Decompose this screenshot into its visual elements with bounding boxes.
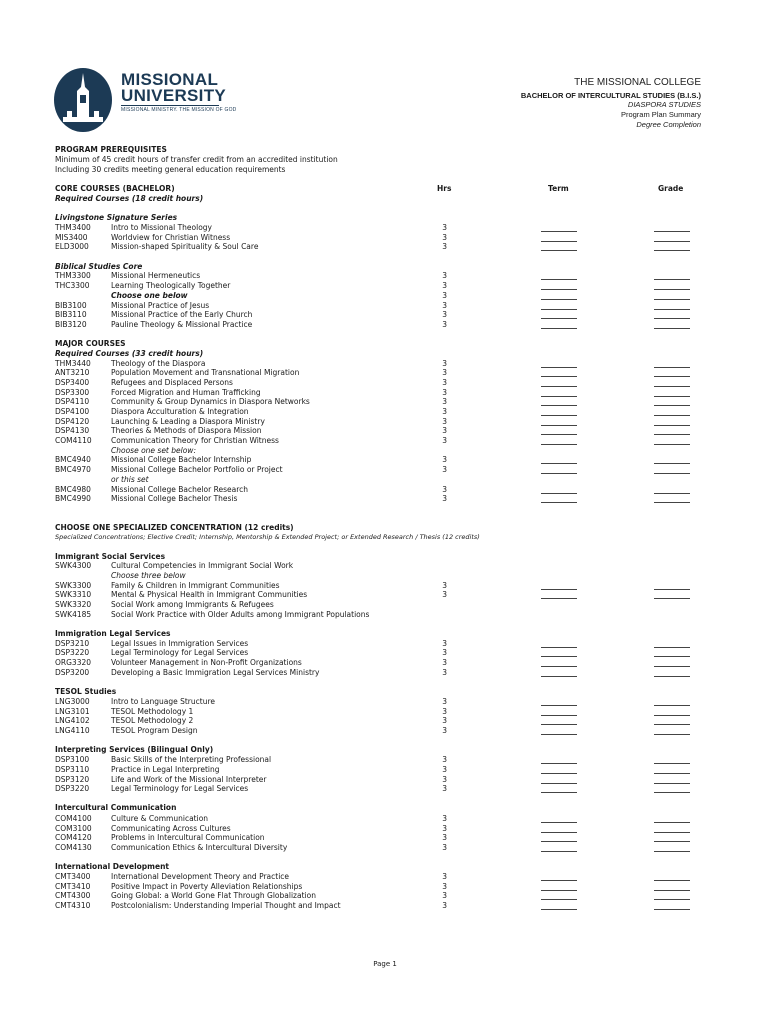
course-row bbox=[0, 494, 770, 503]
course-hrs: 3 bbox=[442, 436, 447, 445]
course-title: TESOL Methodology 2 bbox=[111, 716, 194, 725]
course-row bbox=[0, 882, 770, 891]
term-blank bbox=[541, 502, 577, 503]
section-intercultural: Intercultural Communication bbox=[55, 803, 177, 812]
core-title: CORE COURSES (BACHELOR) bbox=[55, 184, 175, 193]
course-code: BIB3100 bbox=[55, 301, 87, 310]
logo-tagline: MISSIONAL MINISTRY. THE MISSION OF GOD bbox=[121, 107, 237, 113]
course-hrs: 3 bbox=[442, 388, 447, 397]
section-biblical: Biblical Studies Core bbox=[55, 262, 143, 271]
course-hrs: 3 bbox=[442, 824, 447, 833]
grade-blank bbox=[654, 376, 690, 377]
grade-blank bbox=[654, 598, 690, 599]
column-term: Term bbox=[548, 184, 569, 193]
grade-blank bbox=[654, 734, 690, 735]
course-title: Missional College Bachelor Portfolio or Project bbox=[111, 465, 283, 474]
course-row bbox=[0, 707, 770, 716]
course-row bbox=[0, 475, 770, 484]
course-hrs: 3 bbox=[442, 833, 447, 842]
course-title: Diaspora Acculturation & Integration bbox=[111, 407, 249, 416]
course-code: DSP4100 bbox=[55, 407, 90, 416]
course-row bbox=[0, 291, 770, 300]
course-code: DSP3110 bbox=[55, 765, 90, 774]
course-hrs: 3 bbox=[442, 814, 447, 823]
course-code: BIB3110 bbox=[55, 310, 87, 319]
course-hrs: 3 bbox=[442, 494, 447, 503]
course-code: CMT3410 bbox=[55, 882, 91, 891]
term-blank bbox=[541, 676, 577, 677]
course-title: Communication Theory for Christian Witness bbox=[111, 436, 279, 445]
course-row bbox=[0, 378, 770, 387]
course-row bbox=[0, 436, 770, 445]
course-row bbox=[0, 223, 770, 232]
course-title: Theology of the Diaspora bbox=[111, 359, 206, 368]
course-hrs: 3 bbox=[442, 320, 447, 329]
course-row bbox=[0, 455, 770, 464]
grade-blank bbox=[654, 386, 690, 387]
course-hrs: 3 bbox=[442, 397, 447, 406]
term-blank bbox=[541, 773, 577, 774]
course-title: Missional Practice of Jesus bbox=[111, 301, 210, 310]
course-hrs: 3 bbox=[442, 378, 447, 387]
course-title: Going Global: a World Gone Flat Through Globalization bbox=[111, 891, 316, 900]
course-code: DSP3120 bbox=[55, 775, 90, 784]
grade-blank bbox=[654, 444, 690, 445]
course-code: THM3300 bbox=[55, 271, 91, 280]
course-code: BMC4970 bbox=[55, 465, 91, 474]
course-code: LNG3000 bbox=[55, 697, 90, 706]
course-title: Basic Skills of the Interpreting Professional bbox=[111, 755, 272, 764]
term-blank bbox=[541, 415, 577, 416]
course-row bbox=[0, 833, 770, 842]
page-number: Page 1 bbox=[373, 960, 397, 968]
course-row bbox=[0, 648, 770, 657]
course-row bbox=[0, 843, 770, 852]
grade-blank bbox=[654, 289, 690, 290]
course-row bbox=[0, 485, 770, 494]
program-name: DIASPORA STUDIES bbox=[627, 100, 701, 109]
term-blank bbox=[541, 444, 577, 445]
grade-blank bbox=[654, 909, 690, 910]
section-major-sub: Required Courses (33 credit hours) bbox=[55, 349, 204, 358]
grade-blank bbox=[654, 328, 690, 329]
course-row bbox=[0, 281, 770, 290]
course-title: Intro to Language Structure bbox=[111, 697, 215, 706]
course-hrs: 3 bbox=[442, 775, 447, 784]
course-row bbox=[0, 271, 770, 280]
course-hrs: 3 bbox=[442, 872, 447, 881]
course-title: Positive Impact in Poverty Alleviation Relationships bbox=[111, 882, 303, 891]
grade-blank bbox=[654, 792, 690, 793]
course-title: Problems in Intercultural Communication bbox=[111, 833, 265, 842]
course-code: COM4130 bbox=[55, 843, 92, 852]
term-blank bbox=[541, 909, 577, 910]
course-code: BMC4990 bbox=[55, 494, 91, 503]
course-hrs: 3 bbox=[442, 368, 447, 377]
term-blank bbox=[541, 473, 577, 474]
course-row bbox=[0, 814, 770, 823]
grade-blank bbox=[654, 724, 690, 725]
course-title: Choose one set below: bbox=[111, 446, 196, 455]
grade-blank bbox=[654, 676, 690, 677]
course-code: THM3440 bbox=[55, 359, 91, 368]
course-title: Communication Ethics & Intercultural Diversity bbox=[111, 843, 288, 852]
course-row bbox=[0, 310, 770, 319]
course-title: Postcolonialism: Understanding Imperial Thought and Impact bbox=[111, 901, 341, 910]
course-code: DSP3220 bbox=[55, 784, 90, 793]
course-code: ELD3000 bbox=[55, 242, 89, 251]
course-row bbox=[0, 716, 770, 725]
grade-blank bbox=[654, 415, 690, 416]
section-legal: Immigration Legal Services bbox=[55, 629, 171, 638]
course-code: DSP3220 bbox=[55, 648, 90, 657]
course-title: Communicating Across Cultures bbox=[111, 824, 231, 833]
plan-label: Program Plan Summary bbox=[620, 110, 701, 119]
course-hrs: 3 bbox=[442, 891, 447, 900]
course-code: DSP4120 bbox=[55, 417, 90, 426]
course-hrs: 3 bbox=[442, 465, 447, 474]
term-blank bbox=[541, 299, 577, 300]
course-title: Mental & Physical Health in Immigrant Communities bbox=[111, 590, 308, 599]
course-code: DSP3300 bbox=[55, 388, 90, 397]
term-blank bbox=[541, 279, 577, 280]
course-row bbox=[0, 233, 770, 242]
term-blank bbox=[541, 231, 577, 232]
term-blank bbox=[541, 656, 577, 657]
course-row bbox=[0, 368, 770, 377]
course-code: COM4120 bbox=[55, 833, 92, 842]
grade-blank bbox=[654, 463, 690, 464]
grade-blank bbox=[654, 299, 690, 300]
course-title: Culture & Communication bbox=[111, 814, 209, 823]
course-hrs: 3 bbox=[442, 784, 447, 793]
term-blank bbox=[541, 841, 577, 842]
prereq-title: PROGRAM PREREQUISITES bbox=[55, 145, 167, 154]
course-row bbox=[0, 726, 770, 735]
course-title: Life and Work of the Missional Interpreter bbox=[111, 775, 267, 784]
term-blank bbox=[541, 405, 577, 406]
logo-divider bbox=[121, 105, 219, 106]
course-row bbox=[0, 581, 770, 590]
course-code: LNG4102 bbox=[55, 716, 90, 725]
grade-blank bbox=[654, 656, 690, 657]
course-row bbox=[0, 320, 770, 329]
course-code: DSP3200 bbox=[55, 668, 90, 677]
course-hrs: 3 bbox=[442, 901, 447, 910]
course-hrs: 3 bbox=[442, 223, 447, 232]
completion-label: Degree Completion bbox=[636, 120, 701, 129]
course-code: SWK3300 bbox=[55, 581, 92, 590]
course-title: Missional College Bachelor Thesis bbox=[111, 494, 238, 503]
section-tesol: TESOL Studies bbox=[55, 687, 117, 696]
course-title: TESOL Program Design bbox=[111, 726, 198, 735]
course-row bbox=[0, 610, 770, 619]
grade-blank bbox=[654, 250, 690, 251]
course-code: SWK4185 bbox=[55, 610, 92, 619]
prereq-line1: Minimum of 45 credit hours of transfer credit from an accredited institution bbox=[55, 155, 338, 164]
course-code: SWK3320 bbox=[55, 600, 92, 609]
college-name: THE MISSIONAL COLLEGE bbox=[574, 77, 701, 88]
term-blank bbox=[541, 289, 577, 290]
course-hrs: 3 bbox=[442, 882, 447, 891]
core-subtitle: Required Courses (18 credit hours) bbox=[55, 194, 204, 203]
course-hrs: 3 bbox=[442, 455, 447, 464]
course-code: LNG3101 bbox=[55, 707, 90, 716]
course-row bbox=[0, 658, 770, 667]
course-code: CMT3400 bbox=[55, 872, 91, 881]
course-title: Cultural Competencies in Immigrant Social Work bbox=[111, 561, 294, 570]
term-blank bbox=[541, 318, 577, 319]
course-title: Missional Practice of the Early Church bbox=[111, 310, 253, 319]
course-code: BIB3120 bbox=[55, 320, 87, 329]
section-major: MAJOR COURSES bbox=[55, 339, 126, 348]
course-hrs: 3 bbox=[442, 697, 447, 706]
term-blank bbox=[541, 376, 577, 377]
grade-blank bbox=[654, 318, 690, 319]
course-hrs: 3 bbox=[442, 765, 447, 774]
course-code: COM3100 bbox=[55, 824, 92, 833]
course-code: CMT4300 bbox=[55, 891, 91, 900]
grade-blank bbox=[654, 851, 690, 852]
course-row bbox=[0, 668, 770, 677]
section-concentration: CHOOSE ONE SPECIALIZED CONCENTRATION (12 credits) bbox=[55, 523, 294, 532]
grade-blank bbox=[654, 434, 690, 435]
course-hrs: 3 bbox=[442, 426, 447, 435]
course-title: Worldview for Christian Witness bbox=[111, 233, 231, 242]
degree-title: BACHELOR OF INTERCULTURAL STUDIES (B.I.S.) bbox=[520, 91, 701, 100]
course-code: DSP3100 bbox=[55, 755, 90, 764]
column-grade: Grade bbox=[658, 184, 684, 193]
course-hrs: 3 bbox=[442, 407, 447, 416]
course-title: Mission-shaped Spirituality & Soul Care bbox=[111, 242, 259, 251]
course-hrs: 3 bbox=[442, 648, 447, 657]
course-code: BMC4940 bbox=[55, 455, 91, 464]
term-blank bbox=[541, 328, 577, 329]
course-hrs: 3 bbox=[442, 668, 447, 677]
course-row bbox=[0, 571, 770, 580]
course-row bbox=[0, 426, 770, 435]
course-row bbox=[0, 465, 770, 474]
course-title: Missional College Bachelor Research bbox=[111, 485, 248, 494]
course-row bbox=[0, 388, 770, 397]
prereq-line2: Including 30 credits meeting general education requirements bbox=[55, 165, 286, 174]
term-blank bbox=[541, 598, 577, 599]
course-row bbox=[0, 359, 770, 368]
course-code: CMT4310 bbox=[55, 901, 91, 910]
course-hrs: 3 bbox=[442, 291, 447, 300]
course-hrs: 3 bbox=[442, 726, 447, 735]
logo-wordmark-line1: MISSIONAL bbox=[121, 70, 219, 89]
chapel-emblem-icon bbox=[53, 67, 115, 133]
term-blank bbox=[541, 851, 577, 852]
section-interpreting: Interpreting Services (Bilingual Only) bbox=[55, 745, 214, 754]
section-intl-dev: International Development bbox=[55, 862, 169, 871]
term-blank bbox=[541, 763, 577, 764]
course-title: Refugees and Displaced Persons bbox=[111, 378, 233, 387]
grade-blank bbox=[654, 405, 690, 406]
course-hrs: 3 bbox=[442, 755, 447, 764]
course-title: Missional Hermeneutics bbox=[111, 271, 201, 280]
course-row bbox=[0, 784, 770, 793]
term-blank bbox=[541, 705, 577, 706]
grade-blank bbox=[654, 279, 690, 280]
grade-blank bbox=[654, 841, 690, 842]
course-row bbox=[0, 872, 770, 881]
course-code: BMC4980 bbox=[55, 485, 91, 494]
course-title: Legal Terminology for Legal Services bbox=[111, 784, 249, 793]
course-row bbox=[0, 697, 770, 706]
course-code: LNG4110 bbox=[55, 726, 90, 735]
term-blank bbox=[541, 880, 577, 881]
course-hrs: 3 bbox=[442, 242, 447, 251]
course-hrs: 3 bbox=[442, 271, 447, 280]
term-blank bbox=[541, 434, 577, 435]
course-title: Family & Children in Immigrant Communities bbox=[111, 581, 280, 590]
course-title: Practice in Legal Interpreting bbox=[111, 765, 220, 774]
term-blank bbox=[541, 822, 577, 823]
course-hrs: 3 bbox=[442, 639, 447, 648]
course-title: Intro to Missional Theology bbox=[111, 223, 212, 232]
course-code: MIS3400 bbox=[55, 233, 88, 242]
course-hrs: 3 bbox=[442, 658, 447, 667]
course-code: DSP4110 bbox=[55, 397, 90, 406]
course-code: COM4110 bbox=[55, 436, 92, 445]
grade-blank bbox=[654, 231, 690, 232]
course-row bbox=[0, 824, 770, 833]
term-blank bbox=[541, 386, 577, 387]
course-row bbox=[0, 891, 770, 900]
term-blank bbox=[541, 463, 577, 464]
course-title: Forced Migration and Human Trafficking bbox=[111, 388, 261, 397]
course-code: COM4100 bbox=[55, 814, 92, 823]
term-blank bbox=[541, 666, 577, 667]
course-title: Choose one below bbox=[111, 291, 188, 300]
course-title: Community & Group Dynamics in Diaspora Networks bbox=[111, 397, 310, 406]
grade-blank bbox=[654, 899, 690, 900]
grade-blank bbox=[654, 502, 690, 503]
grade-blank bbox=[654, 822, 690, 823]
course-row bbox=[0, 407, 770, 416]
course-hrs: 3 bbox=[442, 485, 447, 494]
course-hrs: 3 bbox=[442, 590, 447, 599]
course-row bbox=[0, 901, 770, 910]
course-hrs: 3 bbox=[442, 233, 447, 242]
term-blank bbox=[541, 792, 577, 793]
course-title: Theories & Methods of Diaspora Mission bbox=[111, 426, 262, 435]
course-title: Social Work among Immigrants & Refugees bbox=[111, 600, 274, 609]
term-blank bbox=[541, 250, 577, 251]
grade-blank bbox=[654, 880, 690, 881]
course-title: Launching & Leading a Diaspora Ministry bbox=[111, 417, 265, 426]
term-blank bbox=[541, 899, 577, 900]
course-code: DSP3400 bbox=[55, 378, 90, 387]
course-title: Learning Theologically Together bbox=[111, 281, 231, 290]
course-title: Legal Issues in Immigration Services bbox=[111, 639, 249, 648]
course-title: Choose three below bbox=[111, 571, 186, 580]
course-code: SWK3310 bbox=[55, 590, 92, 599]
course-code: DSP3210 bbox=[55, 639, 90, 648]
course-code: DSP4130 bbox=[55, 426, 90, 435]
course-row bbox=[0, 301, 770, 310]
course-row bbox=[0, 397, 770, 406]
term-blank bbox=[541, 734, 577, 735]
course-title: TESOL Methodology 1 bbox=[111, 707, 194, 716]
course-hrs: 3 bbox=[442, 716, 447, 725]
course-row bbox=[0, 775, 770, 784]
course-hrs: 3 bbox=[442, 281, 447, 290]
course-row bbox=[0, 446, 770, 455]
course-row bbox=[0, 639, 770, 648]
course-hrs: 3 bbox=[442, 310, 447, 319]
course-row bbox=[0, 755, 770, 764]
course-title: Legal Terminology for Legal Services bbox=[111, 648, 249, 657]
section-concentration-sub: Specialized Concentrations; Elective Credit; Internship, Mentorship & Extended Project; or Extended Research / Thesis (12 credits) bbox=[55, 533, 480, 541]
course-title: Developing a Basic Immigration Legal Services Ministry bbox=[111, 668, 320, 677]
course-row bbox=[0, 600, 770, 609]
course-title: or this set bbox=[111, 475, 149, 484]
grade-blank bbox=[654, 473, 690, 474]
section-immigrant: Immigrant Social Services bbox=[55, 552, 166, 561]
course-hrs: 3 bbox=[442, 707, 447, 716]
course-row bbox=[0, 242, 770, 251]
grade-blank bbox=[654, 763, 690, 764]
grade-blank bbox=[654, 666, 690, 667]
course-hrs: 3 bbox=[442, 417, 447, 426]
course-title: Social Work Practice with Older Adults among Immigrant Populations bbox=[111, 610, 370, 619]
term-blank bbox=[541, 724, 577, 725]
course-title: Population Movement and Transnational Migration bbox=[111, 368, 300, 377]
course-row bbox=[0, 765, 770, 774]
course-code: THC3300 bbox=[55, 281, 90, 290]
course-code: ANT3210 bbox=[55, 368, 90, 377]
course-title: Missional College Bachelor Internship bbox=[111, 455, 252, 464]
grade-blank bbox=[654, 705, 690, 706]
course-row bbox=[0, 561, 770, 570]
logo-wordmark-line2: UNIVERSITY bbox=[121, 86, 227, 105]
university-logo bbox=[53, 67, 237, 133]
course-title: International Development Theory and Practice bbox=[111, 872, 290, 881]
course-code: SWK4300 bbox=[55, 561, 92, 570]
course-hrs: 3 bbox=[442, 581, 447, 590]
course-hrs: 3 bbox=[442, 359, 447, 368]
section-livingstone: Livingstone Signature Series bbox=[55, 213, 178, 222]
course-row bbox=[0, 590, 770, 599]
course-code: THM3400 bbox=[55, 223, 91, 232]
course-code: ORG3320 bbox=[55, 658, 92, 667]
course-hrs: 3 bbox=[442, 301, 447, 310]
column-hrs: Hrs bbox=[437, 184, 452, 193]
course-title: Volunteer Management in Non-Profit Organizations bbox=[111, 658, 302, 667]
course-title: Pauline Theology & Missional Practice bbox=[111, 320, 253, 329]
grade-blank bbox=[654, 773, 690, 774]
course-row bbox=[0, 417, 770, 426]
course-hrs: 3 bbox=[442, 843, 447, 852]
